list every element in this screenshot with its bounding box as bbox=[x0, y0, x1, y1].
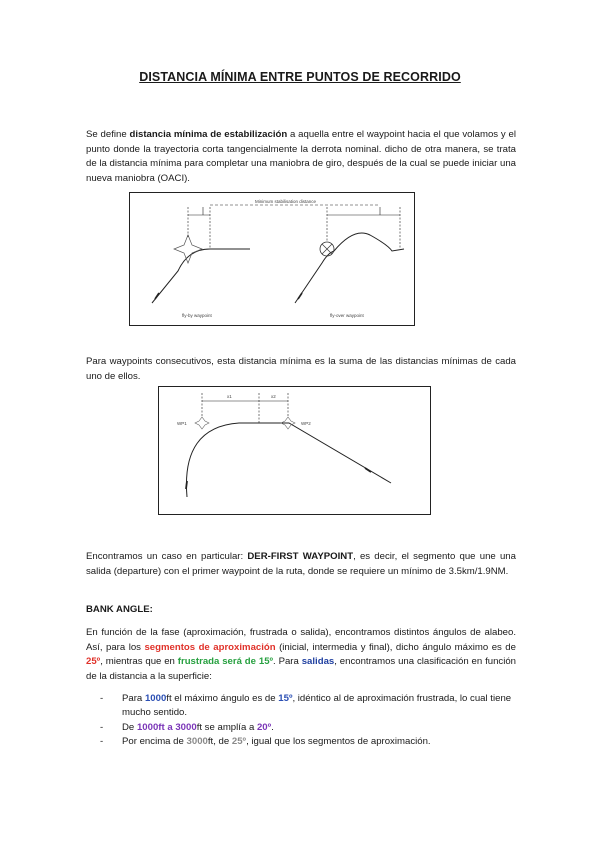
p1-text-c: a aquella entre el waypoint hacia el que volamos y el punto donde la trayectoria corta tangencialmente la derrota nominal. dicho de otra manera, se trata de la distancia mínima para completar una maniobra de giro, después de la cual se puede iniciar una nueva maniobra (OACI). bbox=[86, 129, 516, 184]
p1-text-a: Se define bbox=[86, 129, 130, 140]
paragraph-consecutive: Para waypoints consecutivos, esta distancia mínima es la suma de las distancias mínimas de cada uno de ellos. bbox=[86, 356, 516, 382]
wp1-label: WP1 bbox=[177, 421, 187, 426]
paragraph-definition bbox=[86, 128, 516, 186]
figure1-header: Minimum stabilisation distance bbox=[255, 199, 317, 204]
list-item bbox=[100, 692, 520, 721]
figure1-left-caption: fly-by waypoint bbox=[182, 313, 212, 318]
heading-bank-angle: BANK ANGLE: bbox=[86, 604, 153, 615]
wp1-icon bbox=[195, 417, 209, 429]
flyby-track bbox=[152, 249, 250, 303]
figure-consecutive-svg bbox=[159, 387, 430, 514]
p5-missed-approach: frustrada será de 15º bbox=[177, 656, 274, 668]
flyover-waypoint-cross bbox=[322, 244, 332, 254]
paragraph-der-first-waypoint bbox=[86, 550, 516, 579]
departure-bank-angle-list bbox=[100, 692, 520, 750]
p5-text-e: , mientras que en bbox=[100, 656, 178, 668]
b1-altitude: 1000 bbox=[144, 693, 167, 704]
p3-term: DER-FIRST WAYPOINT bbox=[247, 551, 354, 562]
p5-departures: salidas bbox=[301, 656, 335, 668]
p5-text-g: . Para bbox=[273, 656, 302, 668]
b2-angle: 20º bbox=[256, 721, 272, 733]
consecutive-track bbox=[186, 423, 391, 497]
b1-text-c: ft el máximo ángulo es de bbox=[166, 693, 279, 704]
b2-text-e: . bbox=[271, 721, 274, 733]
figure-stabilisation-distance bbox=[129, 192, 415, 326]
list-dash: - bbox=[100, 693, 104, 704]
x2-label: x2 bbox=[271, 394, 276, 399]
b1-text-e: , idéntico al de aproximación frustrada, lo cual tiene mucho sentido. bbox=[122, 693, 512, 719]
consecutive-end-arrow-icon bbox=[365, 468, 371, 472]
p5-text-a: En función de la fase (aproximación, frustrada o salida), encontramos distintos ángulos de alabeo. Así, para los bbox=[86, 627, 516, 653]
b2-text-a: De bbox=[122, 721, 137, 733]
flyby-arrow-icon bbox=[155, 293, 159, 299]
b3-text-a: Por encima de bbox=[122, 736, 187, 748]
b3-text-c: ft, de bbox=[207, 736, 232, 748]
p5-approach-angle: 25º bbox=[86, 656, 101, 668]
b1-text-a: Para bbox=[122, 693, 145, 704]
b2-altitude: 1000ft a 3000 bbox=[136, 721, 197, 733]
p5-text-c: (inicial, intermedia y final), dicho ángulo máximo es de bbox=[275, 641, 516, 653]
b3-text-e: , igual que los segmentos de aproximación. bbox=[246, 736, 431, 748]
figure-stabilisation-svg bbox=[130, 193, 414, 325]
paragraph-bank-angle bbox=[86, 626, 516, 684]
p1-term: distancia mínima de estabilización bbox=[129, 129, 288, 140]
p3-text-a: Encontramos un caso en particular: bbox=[86, 551, 248, 562]
figure-consecutive-waypoints bbox=[158, 386, 431, 515]
x1-label: x1 bbox=[227, 394, 232, 399]
flyover-arrow-icon bbox=[298, 293, 302, 299]
b3-angle: 25º bbox=[231, 736, 247, 748]
b3-altitude: 3000 bbox=[186, 736, 208, 748]
b1-angle: 15º bbox=[278, 693, 293, 704]
wp2-label: WP2 bbox=[301, 421, 311, 426]
consecutive-start-arrow-icon bbox=[186, 481, 187, 489]
list-item bbox=[100, 721, 520, 735]
flyover-track bbox=[295, 233, 404, 303]
b2-text-c: ft se amplía a bbox=[196, 721, 257, 733]
p5-text-i: , encontramos una clasificación en función de la distancia a la superficie: bbox=[86, 656, 517, 682]
list-dash: - bbox=[100, 736, 104, 748]
flyby-waypoint-icon bbox=[174, 235, 202, 263]
page-title: DISTANCIA MÍNIMA ENTRE PUNTOS DE RECORRIDO bbox=[139, 70, 461, 84]
p5-approach-segments: segmentos de aproximación bbox=[144, 641, 276, 653]
p3-text-c: , es decir, el segmento que une una salida (departure) con el primer waypoint de la ruta, donde se requiere un mínimo de 3.5km/1.9NM. bbox=[86, 551, 516, 577]
list-dash: - bbox=[100, 721, 104, 733]
list-item bbox=[100, 735, 520, 749]
figure1-right-caption: fly-over waypoint bbox=[330, 313, 364, 318]
